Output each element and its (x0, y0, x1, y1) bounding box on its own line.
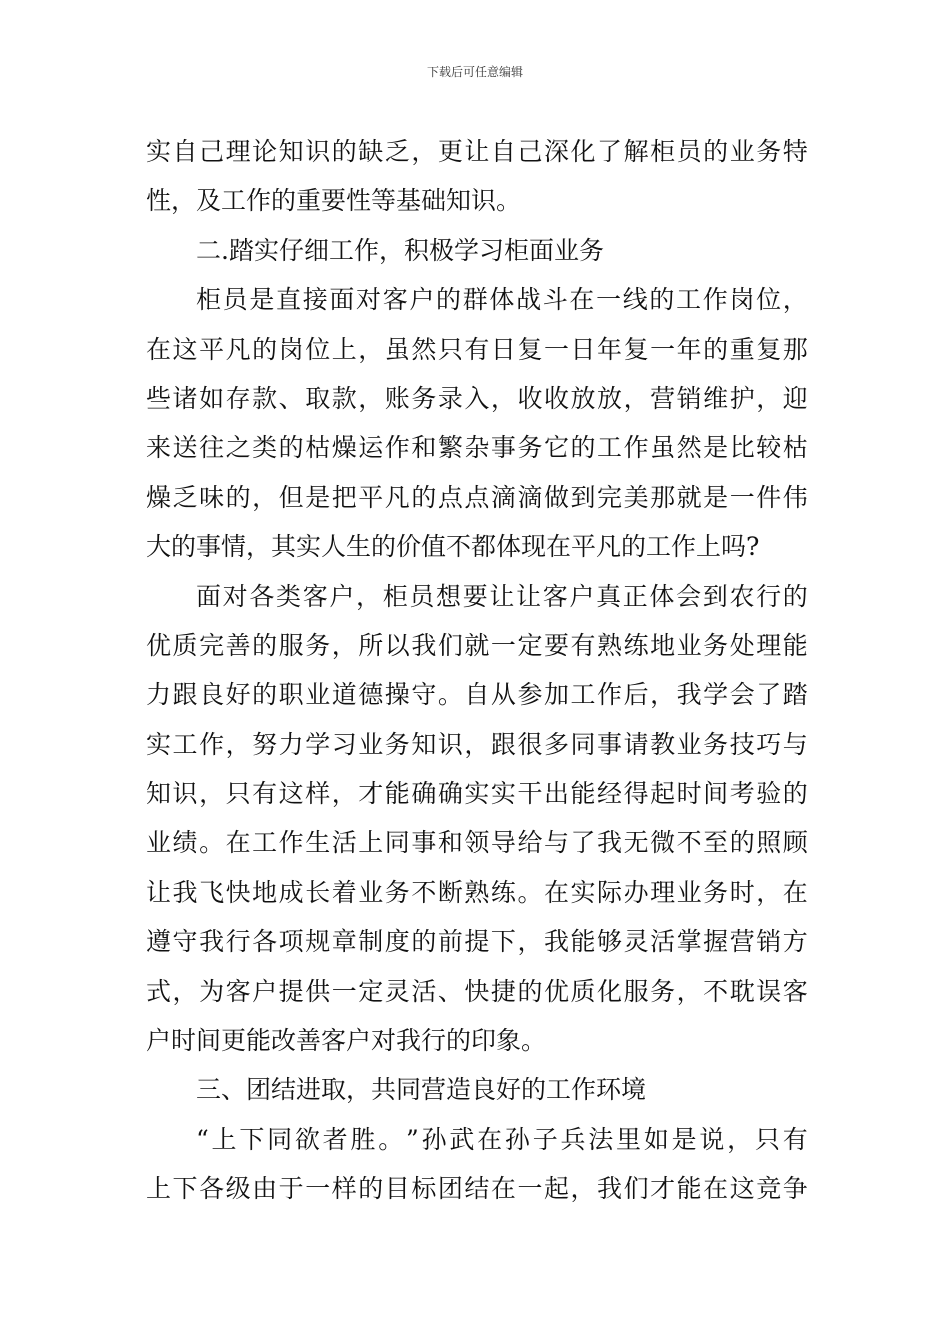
text-line: 性，及工作的重要性等基础知识。 (146, 186, 522, 216)
text-line: 知 识 ， 只 有 这 样 ， 才 能 确 确 实 实 干 出 能 经 得 起 时 间 考 验 的 (146, 779, 808, 809)
text-line: 式 ， 为 客 户 提 供 一 定 灵 活 、 快 捷 的 优 质 化 服 务 ， 不 耽 误 客 (146, 976, 808, 1006)
text-line: 大的事情，其实人生的价值不都体现在平凡的工作上吗? (146, 532, 760, 562)
text-line: 户时间更能改善客户对我行的印象。 (146, 1026, 547, 1056)
text-line: 来 送 往 之 类 的 枯 燥 运 作 和 繁 杂 事 务 它 的 工 作 虽 然 是 比 较 枯 (146, 433, 808, 463)
text-line: 力 跟 良 好 的 职 业 道 德 操 守 。 自 从 参 加 工 作 后 ， 我 学 会 了 踏 (146, 680, 808, 710)
text-line: 上 下 各 级 由 于 一 样 的 目 标 团 结 在 一 起 ， 我 们 才 能 在 这 竞 争 (146, 1174, 808, 1204)
text-line: 优 质 完 善 的 服 务 ， 所 以 我 们 就 一 定 要 有 熟 练 地 业 务 处 理 能 (146, 630, 808, 660)
text-line: 让 我 飞 快 地 成 长 着 业 务 不 断 熟 练 。 在 实 际 办 理 业 务 时 ， 在 (146, 877, 808, 907)
text-line: 实 自 己 理 论 知 识 的 缺 乏 ， 更 让 自 己 深 化 了 解 柜 员 的 业 务 特 (146, 137, 808, 166)
text-line: 遵 守 我 行 各 项 规 章 制 度 的 前 提 下 ， 我 能 够 灵 活 掌 握 营 销 方 (146, 927, 808, 957)
text-line: 在 这 平 凡 的 岗 位 上 ， 虽 然 只 有 日 复 一 日 年 复 一 年 的 重 复 那 (146, 334, 808, 364)
document-body (146, 127, 808, 1214)
text-line: 燥 乏 味 的 ， 但 是 把 平 凡 的 点 点 滴 滴 做 到 完 美 那 就 是 一 件 伟 (146, 482, 808, 512)
section-heading: 二.踏实仔细工作，积极学习柜面业务 (196, 235, 604, 265)
text-line: 业 绩 。 在 工 作 生 活 上 同 事 和 领 导 给 与 了 我 无 微 不 至 的 照 顾 (146, 828, 808, 858)
text-line: 些 诸 如 存 款 、 取 款 ， 账 务 录 入 ， 收 收 放 放 ， 营 销 维 护 ， 迎 (146, 383, 808, 413)
text-line: “ 上 下 同 欲 者 胜 。 ” 孙 武 在 孙 子 兵 法 里 如 是 说 ， 只 有 (196, 1124, 808, 1154)
page-header-note: 下载后可任意编辑 (426, 65, 523, 79)
text-line: 面 对 各 类 客 户 ， 柜 员 想 要 让 让 客 户 真 正 体 会 到 农 行 的 (196, 581, 808, 611)
section-heading: 三、团结进取，共同营造良好的工作环境 (196, 1075, 647, 1105)
text-line: 柜 员 是 直 接 面 对 客 户 的 群 体 战 斗 在 一 线 的 工 作 岗 位 ， (196, 285, 808, 315)
text-line: 实 工 作 ， 努 力 学 习 业 务 知 识 ， 跟 很 多 同 事 请 教 业 务 技 巧 与 (146, 729, 808, 759)
